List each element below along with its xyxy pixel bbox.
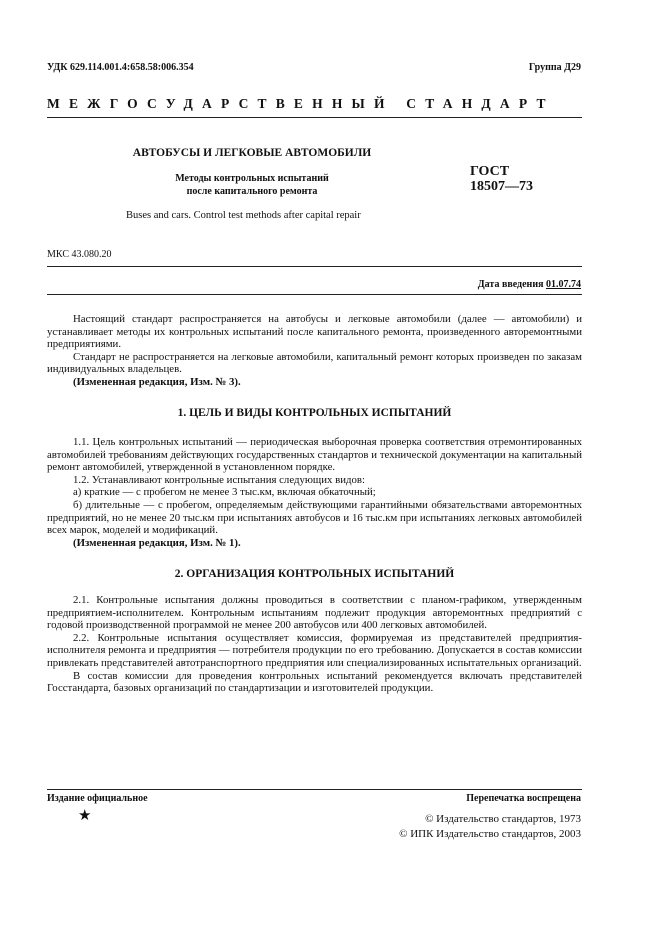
section-1-heading: 1. ЦЕЛЬ И ВИДЫ КОНТРОЛЬНЫХ ИСПЫТАНИЙ [177, 407, 452, 419]
reprint-prohibited-label: Перепечатка воспрещена [466, 793, 581, 804]
gost-number: 18507—73 [470, 179, 533, 194]
section-2-body [47, 594, 582, 695]
copyright-1973: © Издательство стандартов, 1973 [425, 813, 581, 825]
effective-date-value: 01.07.74 [546, 279, 581, 290]
section-1-item-a: а) краткие — с пробегом не менее 3 тыс.км, включая обкаточный; [73, 486, 376, 499]
section-2-paragraph-2: 2.2. Контрольные испытания осуществляет комиссия, формируемая из представителей предприятия-исполнителя ремонта и предприятия — потребителя продукции по его требованию. Допускается в состав комиссии привлекать представителей автотранспортного предприятия или специализированных испытательных организаций. [47, 631, 582, 669]
intro-amendment-note: (Измененная редакция, Изм. № 3). [73, 375, 241, 388]
date-divider [47, 294, 582, 295]
intro-paragraph-1: Настоящий стандарт распространяется на автобусы и легковые автомобили (далее — автомобили) и устанавливает методы их контрольных испытаний после капитального ремонта, произведенного авторемонтными предприятиями. [47, 313, 582, 351]
document-subtitle [47, 172, 457, 198]
interstate-standard-banner: МЕЖГОСУДАРСТВЕННЫЙ СТАНДАРТ [47, 96, 555, 111]
section-1-paragraph-2: 1.2. Устанавливают контрольные испытания следующих видов: [73, 473, 365, 486]
footer-divider [47, 789, 582, 790]
section-1-amendment-note: (Измененная редакция, Изм. № 1). [73, 536, 241, 549]
section-1-item-b: б) длительные — с пробегом, определяемым действующими гарантийными обязательствами авторемонтных предприятий, но не менее 20 тыс.км при испытаниях автобусов и 16 тыс.км при испытаниях легковых автомобилей всех марок, моделей и модификаций. [47, 498, 582, 537]
section-1 [47, 407, 582, 420]
meta-divider [47, 266, 582, 267]
section-2 [47, 568, 582, 581]
header-divider [47, 117, 582, 118]
section-2-paragraph-3: В состав комиссии для проведения контрольных испытаний рекомендуется включать представителей Госстандарта, базовых организаций по стандартизации и изготовителей продукции. [47, 669, 582, 695]
official-edition-label: Издание официальное [47, 793, 148, 804]
copyright-2003: © ИПК Издательство стандартов, 2003 [399, 828, 581, 840]
gost-designation [470, 164, 533, 194]
english-title: Buses and cars. Control test methods after capital repair [126, 210, 361, 221]
star-icon: ★ [78, 808, 92, 824]
document-title: АВТОБУСЫ И ЛЕГКОВЫЕ АВТОМОБИЛИ [132, 147, 372, 159]
effective-date-label: Дата введения [477, 279, 544, 290]
section-1-body [47, 436, 582, 549]
intro-section [47, 313, 582, 389]
mks-code: МКС 43.080.20 [47, 249, 112, 260]
intro-paragraph-2: Стандарт не распространяется на легковые автомобили, капитальный ремонт которых произведен по заказам индивидуальных владельцев. [47, 350, 582, 376]
subtitle-line-1: Методы контрольных испытаний [175, 173, 329, 184]
gost-label: ГОСТ [470, 164, 510, 179]
group-code: Группа Д29 [528, 62, 581, 73]
subtitle-line-2: после капитального ремонта [186, 186, 318, 197]
udk-code: УДК 629.114.001.4:658.58:006.354 [47, 62, 194, 73]
section-2-heading: 2. ОРГАНИЗАЦИЯ КОНТРОЛЬНЫХ ИСПЫТАНИЙ [174, 568, 455, 580]
section-2-paragraph-1: 2.1. Контрольные испытания должны проводиться в соответствии с планом-графиком, утвержденным предприятием-исполнителем. Контрольным испытаниям подлежит продукция авторемонтных предприятий с годовой производственной программой не менее 200 автобусов или 400 легковых автомобилей. [47, 594, 582, 632]
section-1-paragraph-1: 1.1. Цель контрольных испытаний — периодическая выборочная проверка соответствия отремонтированных автомобилей требованиям действующих государственных стандартов и технической документации на капитальный ремонт автомобилей, утвержденной в установленном порядке. [47, 436, 582, 474]
effective-date [478, 279, 581, 290]
